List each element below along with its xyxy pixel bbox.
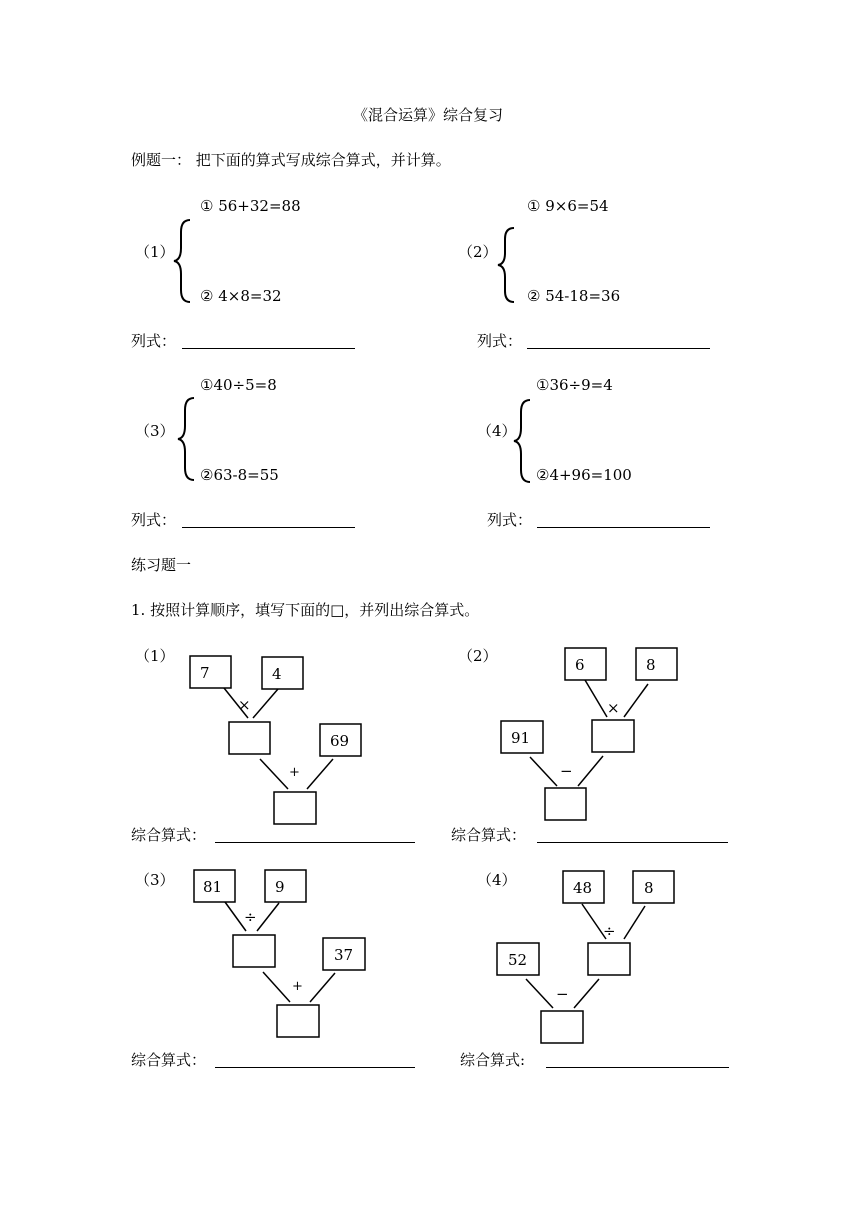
- answer-label: 列式：: [131, 332, 177, 350]
- problem-4-step1: ①36÷9=4: [536, 376, 613, 394]
- page-title: 《混合运算》综合复习: [353, 106, 504, 124]
- answer-label: 综合算式:: [460, 1051, 526, 1069]
- tree-2-operand-b: 8: [646, 656, 656, 674]
- problem-1-step1: ① 56+32=88: [200, 197, 301, 215]
- multiply-operator: ×: [238, 696, 251, 714]
- answer-label: 列式：: [477, 332, 523, 350]
- problem-3-number: （3）: [135, 422, 175, 440]
- problem-4-step2: ②4+96=100: [536, 466, 632, 484]
- answer-label: 综合算式：: [131, 826, 207, 844]
- problem-1-step2: ② 4×8=32: [200, 287, 282, 305]
- tree-3-operand-b: 9: [275, 878, 285, 896]
- tree-1-number: （1）: [135, 647, 175, 665]
- divide-operator: ÷: [603, 922, 616, 940]
- tree-1-operand-b: 4: [272, 665, 282, 683]
- multiply-operator: ×: [607, 699, 620, 717]
- plus-operator: +: [289, 765, 300, 780]
- minus-operator: −: [560, 762, 573, 780]
- answer-label: 列式：: [131, 511, 177, 529]
- minus-operator: −: [556, 985, 569, 1003]
- tree-4-operand-b: 8: [644, 879, 654, 897]
- answer-label: 综合算式：: [131, 1051, 207, 1069]
- problem-1-number: （1）: [135, 243, 175, 261]
- problem-2-step1: ① 9×6=54: [527, 197, 609, 215]
- tree-3-operand-c: 37: [334, 946, 354, 964]
- tree-4-operand-a: 48: [573, 879, 593, 897]
- answer-label: 综合算式：: [451, 826, 527, 844]
- problem-3-step2: ②63-8=55: [200, 466, 279, 484]
- problem-2-number: （2）: [458, 243, 498, 261]
- practice-heading: 练习题一: [131, 556, 192, 574]
- divide-operator: ÷: [244, 908, 257, 926]
- plus-operator: +: [292, 979, 303, 994]
- tree-2-number: （2）: [458, 647, 498, 665]
- tree-1-operand-a: 7: [200, 664, 210, 682]
- problem-3-step1: ①40÷5=8: [200, 376, 277, 394]
- tree-2-operand-c: 91: [511, 729, 531, 747]
- tree-3-operand-a: 81: [203, 878, 223, 896]
- problem-4-number: （4）: [477, 422, 517, 440]
- tree-4-answer-blank[interactable]: [546, 1067, 729, 1068]
- tree-1-operand-c: 69: [330, 732, 350, 750]
- practice-instruction: 1. 按照计算顺序，填写下面的□，并列出综合算式。: [131, 601, 480, 619]
- problem-2-step2: ② 54-18=36: [527, 287, 621, 305]
- example-heading: 例题一： 把下面的算式写成综合算式，并计算。: [131, 151, 451, 169]
- tree-4-operand-c: 52: [508, 951, 528, 969]
- tree-4-number: （4）: [477, 871, 517, 889]
- tree-3-number: （3）: [135, 871, 175, 889]
- tree-2-operand-a: 6: [575, 656, 585, 674]
- answer-label: 列式：: [487, 511, 533, 529]
